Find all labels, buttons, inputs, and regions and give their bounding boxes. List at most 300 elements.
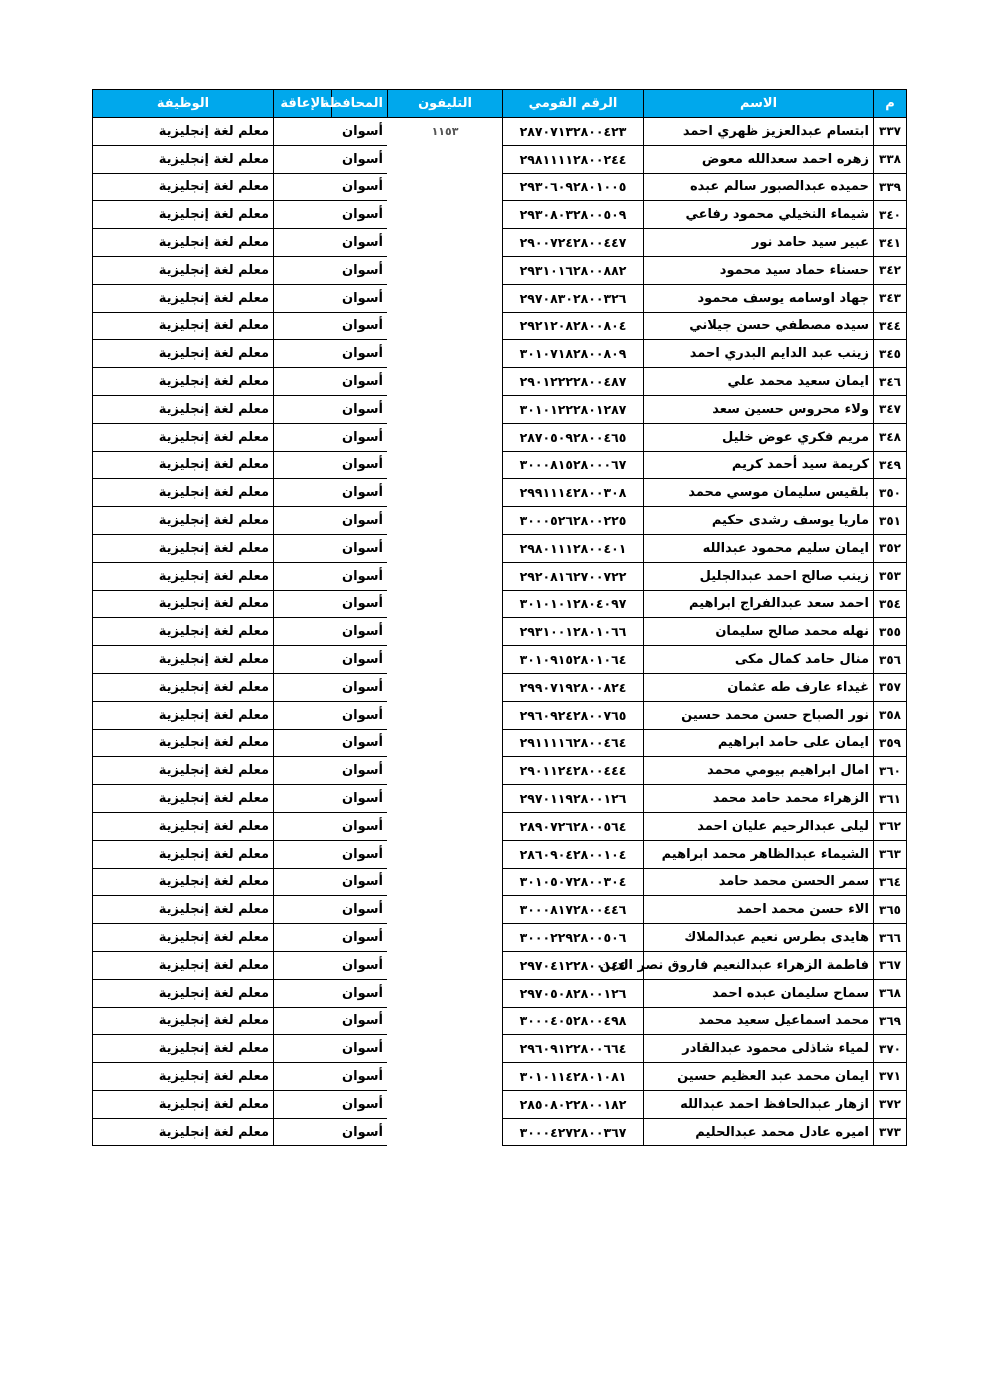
row-number-cell: ٣٣٨ bbox=[874, 145, 907, 173]
name-cell: سماح سليمان عبده احمد bbox=[644, 979, 874, 1007]
national-id-cell: ٣٠١٠٥٠٧٢٨٠٠٣٠٤ bbox=[503, 868, 644, 896]
national-id-cell: ٢٩٩٠٧١٩٢٨٠٠٨٢٤ bbox=[503, 673, 644, 701]
national-id-cell: ٢٩٧٠٥٠٨٢٨٠٠١٢٦ bbox=[503, 979, 644, 1007]
national-id-cell: ٢٩٠١٢٢٢٢٨٠٠٤٨٧ bbox=[503, 368, 644, 396]
national-id-cell: ٢٩٧٠١١٩٢٨٠٠١٢٦ bbox=[503, 785, 644, 813]
row-number-cell: ٣٦٥ bbox=[874, 896, 907, 924]
disability-cell bbox=[274, 812, 332, 840]
row-number-cell: ٣٦٦ bbox=[874, 924, 907, 952]
job-cell: معلم لغة إنجليزية bbox=[93, 1118, 274, 1146]
header-national-id: الرقم القومي bbox=[503, 90, 644, 118]
table-row bbox=[93, 924, 907, 952]
table-row bbox=[93, 284, 907, 312]
teachers-table bbox=[92, 89, 907, 1146]
national-id-cell: ٢٩٣١٠٠١٢٨٠١٠٦٦ bbox=[503, 618, 644, 646]
disability-cell bbox=[274, 618, 332, 646]
phone-cell bbox=[388, 1063, 503, 1091]
job-cell: معلم لغة إنجليزية bbox=[93, 979, 274, 1007]
row-number-cell: ٣٦٩ bbox=[874, 1007, 907, 1035]
phone-cell bbox=[388, 729, 503, 757]
disability-cell bbox=[274, 395, 332, 423]
national-id-cell: ٢٩٢١٢٠٨٢٨٠٠٨٠٤ bbox=[503, 312, 644, 340]
table-row bbox=[93, 534, 907, 562]
job-cell: معلم لغة إنجليزية bbox=[93, 896, 274, 924]
table-row bbox=[93, 1035, 907, 1063]
name-cell: شيماء النخيلي محمود رفاعي bbox=[644, 201, 874, 229]
disability-cell bbox=[274, 423, 332, 451]
phone-cell bbox=[388, 284, 503, 312]
national-id-cell: ٢٩٠١١٢٤٢٨٠٠٤٤٤ bbox=[503, 757, 644, 785]
national-id-cell: ٢٨٧٠٧١٣٢٨٠٠٤٢٣ bbox=[503, 118, 644, 146]
name-cell: حميده عبدالصبور سالم عبده bbox=[644, 173, 874, 201]
national-id-cell: ٣٠٠٠٨١٥٢٨٠٠٠٦٧ bbox=[503, 451, 644, 479]
governorate-cell: أسوان bbox=[332, 868, 388, 896]
phone-cell bbox=[388, 534, 503, 562]
name-cell: كريمة سيد أحمد كريم bbox=[644, 451, 874, 479]
disability-cell bbox=[274, 951, 332, 979]
name-cell: مريم فكري عوض خليل bbox=[644, 423, 874, 451]
phone-cell bbox=[388, 201, 503, 229]
national-id-cell: ٣٠٠٠٢٢٩٢٨٠٠٥٠٦ bbox=[503, 924, 644, 952]
phone-cell bbox=[388, 840, 503, 868]
governorate-cell: أسوان bbox=[332, 1063, 388, 1091]
name-cell: بلقيس سليمان موسي محمد bbox=[644, 479, 874, 507]
header-job: الوظيفة bbox=[93, 90, 274, 118]
job-cell: معلم لغة إنجليزية bbox=[93, 507, 274, 535]
phone-cell bbox=[388, 951, 503, 979]
phone-cell bbox=[388, 229, 503, 257]
disability-cell bbox=[274, 451, 332, 479]
national-id-cell: ٢٩٨٠١١١٢٨٠٠٤٠١ bbox=[503, 534, 644, 562]
phone-cell bbox=[388, 1035, 503, 1063]
governorate-cell: أسوان bbox=[332, 590, 388, 618]
job-cell: معلم لغة إنجليزية bbox=[93, 145, 274, 173]
job-cell: معلم لغة إنجليزية bbox=[93, 562, 274, 590]
governorate-cell: أسوان bbox=[332, 229, 388, 257]
row-number-cell: ٣٤٤ bbox=[874, 312, 907, 340]
table-row bbox=[93, 479, 907, 507]
table-row bbox=[93, 201, 907, 229]
national-id-cell: ٢٨٦٠٩٠٤٢٨٠٠١٠٤ bbox=[503, 840, 644, 868]
governorate-cell: أسوان bbox=[332, 201, 388, 229]
table-row bbox=[93, 395, 907, 423]
job-cell: معلم لغة إنجليزية bbox=[93, 256, 274, 284]
disability-cell bbox=[274, 757, 332, 785]
table-row bbox=[93, 312, 907, 340]
phone-cell bbox=[388, 673, 503, 701]
table-row bbox=[93, 979, 907, 1007]
governorate-cell: أسوان bbox=[332, 729, 388, 757]
governorate-cell: أسوان bbox=[332, 673, 388, 701]
disability-cell bbox=[274, 1090, 332, 1118]
row-number-cell: ٣٤٣ bbox=[874, 284, 907, 312]
national-id-cell: ٣٠١٠٩١٥٢٨٠١٠٦٤ bbox=[503, 646, 644, 674]
governorate-cell: أسوان bbox=[332, 757, 388, 785]
table-row bbox=[93, 590, 907, 618]
name-cell: ايمان محمد عبد العظيم حسين bbox=[644, 1063, 874, 1091]
phone-cell bbox=[388, 812, 503, 840]
disability-cell bbox=[274, 534, 332, 562]
table-row bbox=[93, 173, 907, 201]
disability-cell bbox=[274, 256, 332, 284]
row-number-cell: ٣٥٧ bbox=[874, 673, 907, 701]
governorate-cell: أسوان bbox=[332, 118, 388, 146]
job-cell: معلم لغة إنجليزية bbox=[93, 757, 274, 785]
national-id-cell: ٢٩٣٠٨٠٣٢٨٠٠٥٠٩ bbox=[503, 201, 644, 229]
governorate-cell: أسوان bbox=[332, 423, 388, 451]
job-cell: معلم لغة إنجليزية bbox=[93, 423, 274, 451]
row-number-cell: ٣٤٨ bbox=[874, 423, 907, 451]
governorate-cell: أسوان bbox=[332, 395, 388, 423]
disability-cell bbox=[274, 284, 332, 312]
job-cell: معلم لغة إنجليزية bbox=[93, 868, 274, 896]
job-cell: معلم لغة إنجليزية bbox=[93, 118, 274, 146]
table-row bbox=[93, 562, 907, 590]
national-id-cell: ٣٠١٠١١٤٢٨٠١٠٨١ bbox=[503, 1063, 644, 1091]
row-number-cell: ٣٦٤ bbox=[874, 868, 907, 896]
table-row bbox=[93, 785, 907, 813]
governorate-cell: أسوان bbox=[332, 785, 388, 813]
disability-cell bbox=[274, 368, 332, 396]
job-cell: معلم لغة إنجليزية bbox=[93, 1063, 274, 1091]
name-cell: هايدى بطرس نعيم عبدالملاك bbox=[644, 924, 874, 952]
disability-cell bbox=[274, 590, 332, 618]
name-cell: فاطمة الزهراء عبدالنعيم فاروق نصر الدين bbox=[644, 951, 874, 979]
row-number-cell: ٣٦٠ bbox=[874, 757, 907, 785]
job-cell: معلم لغة إنجليزية bbox=[93, 451, 274, 479]
name-cell: نور الصباح حسن محمد حسين bbox=[644, 701, 874, 729]
governorate-cell: أسوان bbox=[332, 646, 388, 674]
name-cell: سيده مصطفي حسن جيلاني bbox=[644, 312, 874, 340]
row-number-cell: ٣٤٥ bbox=[874, 340, 907, 368]
row-number-cell: ٣٦٧ bbox=[874, 951, 907, 979]
row-number-cell: ٣٧١ bbox=[874, 1063, 907, 1091]
row-number-cell: ٣٤٩ bbox=[874, 451, 907, 479]
disability-cell bbox=[274, 1007, 332, 1035]
job-cell: معلم لغة إنجليزية bbox=[93, 840, 274, 868]
row-number-cell: ٣٦٢ bbox=[874, 812, 907, 840]
national-id-cell: ٣٠٠٠٤٢٧٢٨٠٠٣٦٧ bbox=[503, 1118, 644, 1146]
phone-cell: ١١٥٣ bbox=[388, 118, 503, 146]
row-number-cell: ٣٥٢ bbox=[874, 534, 907, 562]
table-row bbox=[93, 229, 907, 257]
disability-cell bbox=[274, 1035, 332, 1063]
row-number-cell: ٣٣٩ bbox=[874, 173, 907, 201]
row-number-cell: ٣٦١ bbox=[874, 785, 907, 813]
table-row bbox=[93, 896, 907, 924]
governorate-cell: أسوان bbox=[332, 451, 388, 479]
table-row bbox=[93, 951, 907, 979]
national-id-cell: ٢٩٧٠٤١٢٢٨٠٠١٤٤ bbox=[503, 951, 644, 979]
national-id-cell: ٢٩٨١١١١٢٨٠٠٢٤٤ bbox=[503, 145, 644, 173]
disability-cell bbox=[274, 507, 332, 535]
job-cell: معلم لغة إنجليزية bbox=[93, 646, 274, 674]
national-id-cell: ٢٩٣١٠١٦٢٨٠٠٨٨٢ bbox=[503, 256, 644, 284]
disability-cell bbox=[274, 118, 332, 146]
national-id-cell: ٣٠٠٠٥٢٦٢٨٠٠٢٢٥ bbox=[503, 507, 644, 535]
national-id-cell: ٣٠١٠٧١٨٢٨٠٠٨٠٩ bbox=[503, 340, 644, 368]
row-number-cell: ٣٧٠ bbox=[874, 1035, 907, 1063]
job-cell: معلم لغة إنجليزية bbox=[93, 368, 274, 396]
row-number-cell: ٣٤٧ bbox=[874, 395, 907, 423]
national-id-cell: ٢٩١١١١٦٢٨٠٠٤٦٤ bbox=[503, 729, 644, 757]
name-cell: منال حامد كمال مكى bbox=[644, 646, 874, 674]
disability-cell bbox=[274, 1063, 332, 1091]
table-row bbox=[93, 368, 907, 396]
name-cell: زينب صالح احمد عبدالجليل bbox=[644, 562, 874, 590]
disability-cell bbox=[274, 868, 332, 896]
row-number-cell: ٣٤٠ bbox=[874, 201, 907, 229]
disability-cell bbox=[274, 729, 332, 757]
governorate-cell: أسوان bbox=[332, 256, 388, 284]
row-number-cell: ٣٥١ bbox=[874, 507, 907, 535]
disability-cell bbox=[274, 145, 332, 173]
national-id-cell: ٣٠٠٠٨١٧٢٨٠٠٤٤٦ bbox=[503, 896, 644, 924]
disability-cell bbox=[274, 896, 332, 924]
name-cell: نهله محمد صالح سليمان bbox=[644, 618, 874, 646]
governorate-cell: أسوان bbox=[332, 1035, 388, 1063]
disability-cell bbox=[274, 201, 332, 229]
row-number-cell: ٣٤٢ bbox=[874, 256, 907, 284]
disability-cell bbox=[274, 479, 332, 507]
national-id-cell: ٣٠١٠١٠١٢٨٠٤٠٩٧ bbox=[503, 590, 644, 618]
name-cell: ايمان سليم محمود عبدالله bbox=[644, 534, 874, 562]
disability-cell bbox=[274, 840, 332, 868]
national-id-cell: ٢٩٩١١١٤٢٨٠٠٣٠٨ bbox=[503, 479, 644, 507]
governorate-cell: أسوان bbox=[332, 479, 388, 507]
governorate-cell: أسوان bbox=[332, 896, 388, 924]
disability-cell bbox=[274, 785, 332, 813]
name-cell: حسناء حماد سيد محمود bbox=[644, 256, 874, 284]
national-id-cell: ٣٠١٠١٢٢٢٨٠١٢٨٧ bbox=[503, 395, 644, 423]
phone-cell bbox=[388, 395, 503, 423]
national-id-cell: ٢٩٢٠٨١٦٢٧٠٠٧٢٢ bbox=[503, 562, 644, 590]
name-cell: محمد اسماعيل سعيد محمد bbox=[644, 1007, 874, 1035]
job-cell: معلم لغة إنجليزية bbox=[93, 618, 274, 646]
table-row bbox=[93, 340, 907, 368]
phone-cell bbox=[388, 590, 503, 618]
national-id-cell: ٢٩٦٠٩٢٤٢٨٠٠٧٦٥ bbox=[503, 701, 644, 729]
governorate-cell: أسوان bbox=[332, 368, 388, 396]
disability-cell bbox=[274, 1118, 332, 1146]
row-number-cell: ٣٥٩ bbox=[874, 729, 907, 757]
disability-cell bbox=[274, 673, 332, 701]
disability-cell bbox=[274, 229, 332, 257]
row-number-cell: ٣٤٦ bbox=[874, 368, 907, 396]
row-number-cell: ٣٦٨ bbox=[874, 979, 907, 1007]
governorate-cell: أسوان bbox=[332, 1118, 388, 1146]
disability-cell bbox=[274, 701, 332, 729]
governorate-cell: أسوان bbox=[332, 312, 388, 340]
name-cell: ازهار عبدالحافظ احمد عبدالله bbox=[644, 1090, 874, 1118]
governorate-cell: أسوان bbox=[332, 534, 388, 562]
governorate-cell: أسوان bbox=[332, 1007, 388, 1035]
table-row bbox=[93, 256, 907, 284]
table-row bbox=[93, 812, 907, 840]
national-id-cell: ٢٩٠٠٧٢٤٢٨٠٠٤٤٧ bbox=[503, 229, 644, 257]
national-id-cell: ٢٨٩٠٧٢٦٢٨٠٠٥٦٤ bbox=[503, 812, 644, 840]
table-row bbox=[93, 423, 907, 451]
national-id-cell: ٣٠٠٠٤٠٥٢٨٠٠٤٩٨ bbox=[503, 1007, 644, 1035]
table-row bbox=[93, 451, 907, 479]
phone-cell bbox=[388, 785, 503, 813]
job-cell: معلم لغة إنجليزية bbox=[93, 284, 274, 312]
name-cell: جهاد اوسامه يوسف محمود bbox=[644, 284, 874, 312]
name-cell: زهره احمد سعدالله معوض bbox=[644, 145, 874, 173]
phone-cell bbox=[388, 1090, 503, 1118]
job-cell: معلم لغة إنجليزية bbox=[93, 673, 274, 701]
name-cell: ابتسام عبدالعزيز ظهري احمد bbox=[644, 118, 874, 146]
name-cell: ايمان سعيد محمد علي bbox=[644, 368, 874, 396]
disability-cell bbox=[274, 312, 332, 340]
phone-cell bbox=[388, 896, 503, 924]
job-cell: معلم لغة إنجليزية bbox=[93, 812, 274, 840]
table-row bbox=[93, 1063, 907, 1091]
name-cell: اميره عادل محمد عبدالحليم bbox=[644, 1118, 874, 1146]
phone-cell bbox=[388, 340, 503, 368]
governorate-cell: أسوان bbox=[332, 284, 388, 312]
table-row bbox=[93, 1118, 907, 1146]
name-cell: امال ابراهيم بيومي محمد bbox=[644, 757, 874, 785]
table-row bbox=[93, 840, 907, 868]
phone-cell bbox=[388, 868, 503, 896]
table-header-row bbox=[93, 90, 907, 118]
phone-cell bbox=[388, 979, 503, 1007]
header-governorate: المحافظة bbox=[332, 90, 388, 118]
job-cell: معلم لغة إنجليزية bbox=[93, 701, 274, 729]
disability-cell bbox=[274, 340, 332, 368]
job-cell: معلم لغة إنجليزية bbox=[93, 1035, 274, 1063]
disability-cell bbox=[274, 646, 332, 674]
phone-cell bbox=[388, 618, 503, 646]
phone-cell bbox=[388, 145, 503, 173]
phone-cell bbox=[388, 757, 503, 785]
national-id-cell: ٢٩٣٠٦٠٩٢٨٠١٠٠٥ bbox=[503, 173, 644, 201]
row-number-cell: ٣٧٢ bbox=[874, 1090, 907, 1118]
name-cell: الزهراء محمد حامد محمد bbox=[644, 785, 874, 813]
national-id-cell: ٢٨٧٠٥٠٩٢٨٠٠٤٦٥ bbox=[503, 423, 644, 451]
row-number-cell: ٣٧٣ bbox=[874, 1118, 907, 1146]
name-cell: عبير سيد حامد نور bbox=[644, 229, 874, 257]
disability-cell bbox=[274, 562, 332, 590]
governorate-cell: أسوان bbox=[332, 145, 388, 173]
job-cell: معلم لغة إنجليزية bbox=[93, 395, 274, 423]
disability-cell bbox=[274, 979, 332, 1007]
phone-cell bbox=[388, 423, 503, 451]
name-cell: سمر الحسن محمد حامد bbox=[644, 868, 874, 896]
job-cell: معلم لغة إنجليزية bbox=[93, 590, 274, 618]
phone-cell bbox=[388, 924, 503, 952]
national-id-cell: ٢٩٦٠٩١٢٢٨٠٠٦٦٤ bbox=[503, 1035, 644, 1063]
job-cell: معلم لغة إنجليزية bbox=[93, 729, 274, 757]
name-cell: زينب عبد الدايم البدري احمد bbox=[644, 340, 874, 368]
job-cell: معلم لغة إنجليزية bbox=[93, 1090, 274, 1118]
table-row bbox=[93, 646, 907, 674]
job-cell: معلم لغة إنجليزية bbox=[93, 173, 274, 201]
name-cell: الاء حسن محمد احمد bbox=[644, 896, 874, 924]
national-id-cell: ٢٩٧٠٨٣٠٢٨٠٠٣٢٦ bbox=[503, 284, 644, 312]
disability-cell bbox=[274, 173, 332, 201]
phone-cell bbox=[388, 701, 503, 729]
phone-cell bbox=[388, 312, 503, 340]
governorate-cell: أسوان bbox=[332, 173, 388, 201]
governorate-cell: أسوان bbox=[332, 618, 388, 646]
table-row bbox=[93, 729, 907, 757]
header-disability: الإعاقة bbox=[274, 90, 332, 118]
row-number-cell: ٣٥٦ bbox=[874, 646, 907, 674]
phone-cell bbox=[388, 1007, 503, 1035]
row-number-cell: ٣٦٣ bbox=[874, 840, 907, 868]
job-cell: معلم لغة إنجليزية bbox=[93, 312, 274, 340]
governorate-cell: أسوان bbox=[332, 1090, 388, 1118]
row-number-cell: ٣٥٥ bbox=[874, 618, 907, 646]
row-number-cell: ٣٥٤ bbox=[874, 590, 907, 618]
phone-cell bbox=[388, 1118, 503, 1146]
row-number-cell: ٣٥٠ bbox=[874, 479, 907, 507]
job-cell: معلم لغة إنجليزية bbox=[93, 229, 274, 257]
phone-cell bbox=[388, 646, 503, 674]
phone-cell bbox=[388, 368, 503, 396]
row-number-cell: ٣٥٨ bbox=[874, 701, 907, 729]
row-number-cell: ٣٤١ bbox=[874, 229, 907, 257]
table-row bbox=[93, 118, 907, 146]
table-row bbox=[93, 507, 907, 535]
row-number-cell: ٣٥٣ bbox=[874, 562, 907, 590]
header-name: الاسم bbox=[644, 90, 874, 118]
job-cell: معلم لغة إنجليزية bbox=[93, 201, 274, 229]
name-cell: ولاء محروس حسين سعد bbox=[644, 395, 874, 423]
name-cell: ايمان على حامد ابراهيم bbox=[644, 729, 874, 757]
governorate-cell: أسوان bbox=[332, 979, 388, 1007]
table-row bbox=[93, 145, 907, 173]
governorate-cell: أسوان bbox=[332, 507, 388, 535]
header-num: م bbox=[874, 90, 907, 118]
name-cell: ليلى عبدالرحيم عليان احمد bbox=[644, 812, 874, 840]
governorate-cell: أسوان bbox=[332, 951, 388, 979]
phone-cell bbox=[388, 173, 503, 201]
job-cell: معلم لغة إنجليزية bbox=[93, 340, 274, 368]
governorate-cell: أسوان bbox=[332, 924, 388, 952]
disability-cell bbox=[274, 924, 332, 952]
table-row bbox=[93, 1007, 907, 1035]
phone-cell bbox=[388, 562, 503, 590]
name-cell: ماريا يوسف رشدى حكيم bbox=[644, 507, 874, 535]
teachers-table-sheet bbox=[92, 89, 906, 1146]
phone-cell bbox=[388, 507, 503, 535]
name-cell: الشيماء عبدالظاهر محمد ابراهيم bbox=[644, 840, 874, 868]
table-row bbox=[93, 618, 907, 646]
name-cell: لمياء شاذلى محمود عبدالقادر bbox=[644, 1035, 874, 1063]
national-id-cell: ٢٨٥٠٨٠٢٢٨٠٠١٨٢ bbox=[503, 1090, 644, 1118]
governorate-cell: أسوان bbox=[332, 562, 388, 590]
name-cell: احمد سعد عبدالفراج ابراهيم bbox=[644, 590, 874, 618]
governorate-cell: أسوان bbox=[332, 340, 388, 368]
job-cell: معلم لغة إنجليزية bbox=[93, 479, 274, 507]
header-phone: التليفون bbox=[388, 90, 503, 118]
job-cell: معلم لغة إنجليزية bbox=[93, 924, 274, 952]
phone-cell bbox=[388, 479, 503, 507]
job-cell: معلم لغة إنجليزية bbox=[93, 785, 274, 813]
table-row bbox=[93, 701, 907, 729]
governorate-cell: أسوان bbox=[332, 812, 388, 840]
governorate-cell: أسوان bbox=[332, 840, 388, 868]
table-row bbox=[93, 1090, 907, 1118]
table-row bbox=[93, 673, 907, 701]
name-cell: غيداء عارف طه عثمان bbox=[644, 673, 874, 701]
job-cell: معلم لغة إنجليزية bbox=[93, 534, 274, 562]
table-row bbox=[93, 868, 907, 896]
table-row bbox=[93, 757, 907, 785]
